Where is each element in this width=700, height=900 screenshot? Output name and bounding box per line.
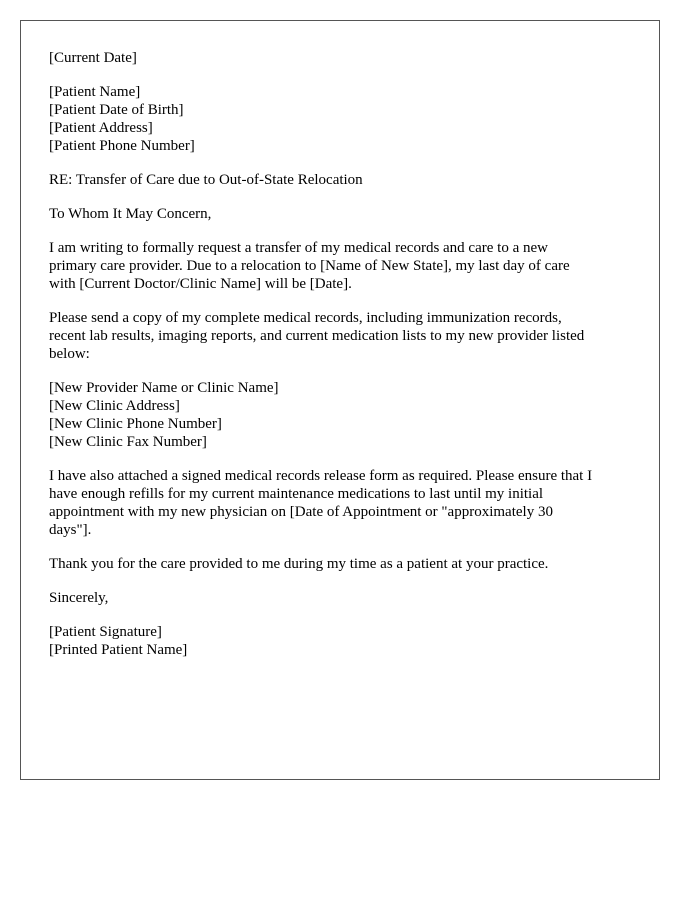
closing-text: Sincerely, xyxy=(49,590,109,606)
paragraph-line: have enough refills for my current maintenance medications to last until my initial xyxy=(49,486,544,502)
paragraph-line: primary care provider. Due to a relocation to [Name of New State], my last day of care xyxy=(49,258,570,274)
letter-date xyxy=(49,49,639,67)
paragraph-line: days"]. xyxy=(49,522,92,538)
patient-dob: [Patient Date of Birth] xyxy=(49,102,184,118)
subject-text: RE: Transfer of Care due to Out-of-State Relocation xyxy=(49,172,363,188)
subject-line xyxy=(49,171,639,189)
patient-address: [Patient Address] xyxy=(49,120,153,136)
provider-name: [New Provider Name or Clinic Name] xyxy=(49,380,279,396)
signature-block xyxy=(49,623,639,659)
salutation xyxy=(49,205,639,223)
paragraph-line: I have also attached a signed medical records release form as required. Please ensure that I xyxy=(49,468,593,484)
thanks-text: Thank you for the care provided to me during my time as a patient at your practice. xyxy=(49,556,549,572)
patient-phone: [Patient Phone Number] xyxy=(49,138,195,154)
paragraph-line: recent lab results, imaging reports, and current medication lists to my new provider listed xyxy=(49,328,585,344)
patient-name: [Patient Name] xyxy=(49,84,141,100)
printed-patient-name: [Printed Patient Name] xyxy=(49,642,188,658)
paragraph-release-form xyxy=(49,467,639,539)
paragraph-line: with [Current Doctor/Clinic Name] will be [Date]. xyxy=(49,276,352,292)
paragraph-line: below: xyxy=(49,346,90,362)
paragraph-transfer-request xyxy=(49,239,639,293)
letter-page xyxy=(20,20,660,780)
provider-phone: [New Clinic Phone Number] xyxy=(49,416,222,432)
patient-signature: [Patient Signature] xyxy=(49,624,162,640)
salutation-text: To Whom It May Concern, xyxy=(49,206,212,222)
new-provider-block xyxy=(49,379,639,451)
closing xyxy=(49,589,639,607)
patient-info-block xyxy=(49,83,639,155)
provider-fax: [New Clinic Fax Number] xyxy=(49,434,207,450)
paragraph-line: I am writing to formally request a transfer of my medical records and care to a new xyxy=(49,240,548,256)
letter-body xyxy=(49,49,639,675)
paragraph-records-request xyxy=(49,309,639,363)
provider-address: [New Clinic Address] xyxy=(49,398,180,414)
paragraph-line: appointment with my new physician on [Date of Appointment or "approximately 30 xyxy=(49,504,553,520)
current-date: [Current Date] xyxy=(49,50,137,66)
paragraph-line: Please send a copy of my complete medical records, including immunization records, xyxy=(49,310,562,326)
paragraph-thanks xyxy=(49,555,639,573)
